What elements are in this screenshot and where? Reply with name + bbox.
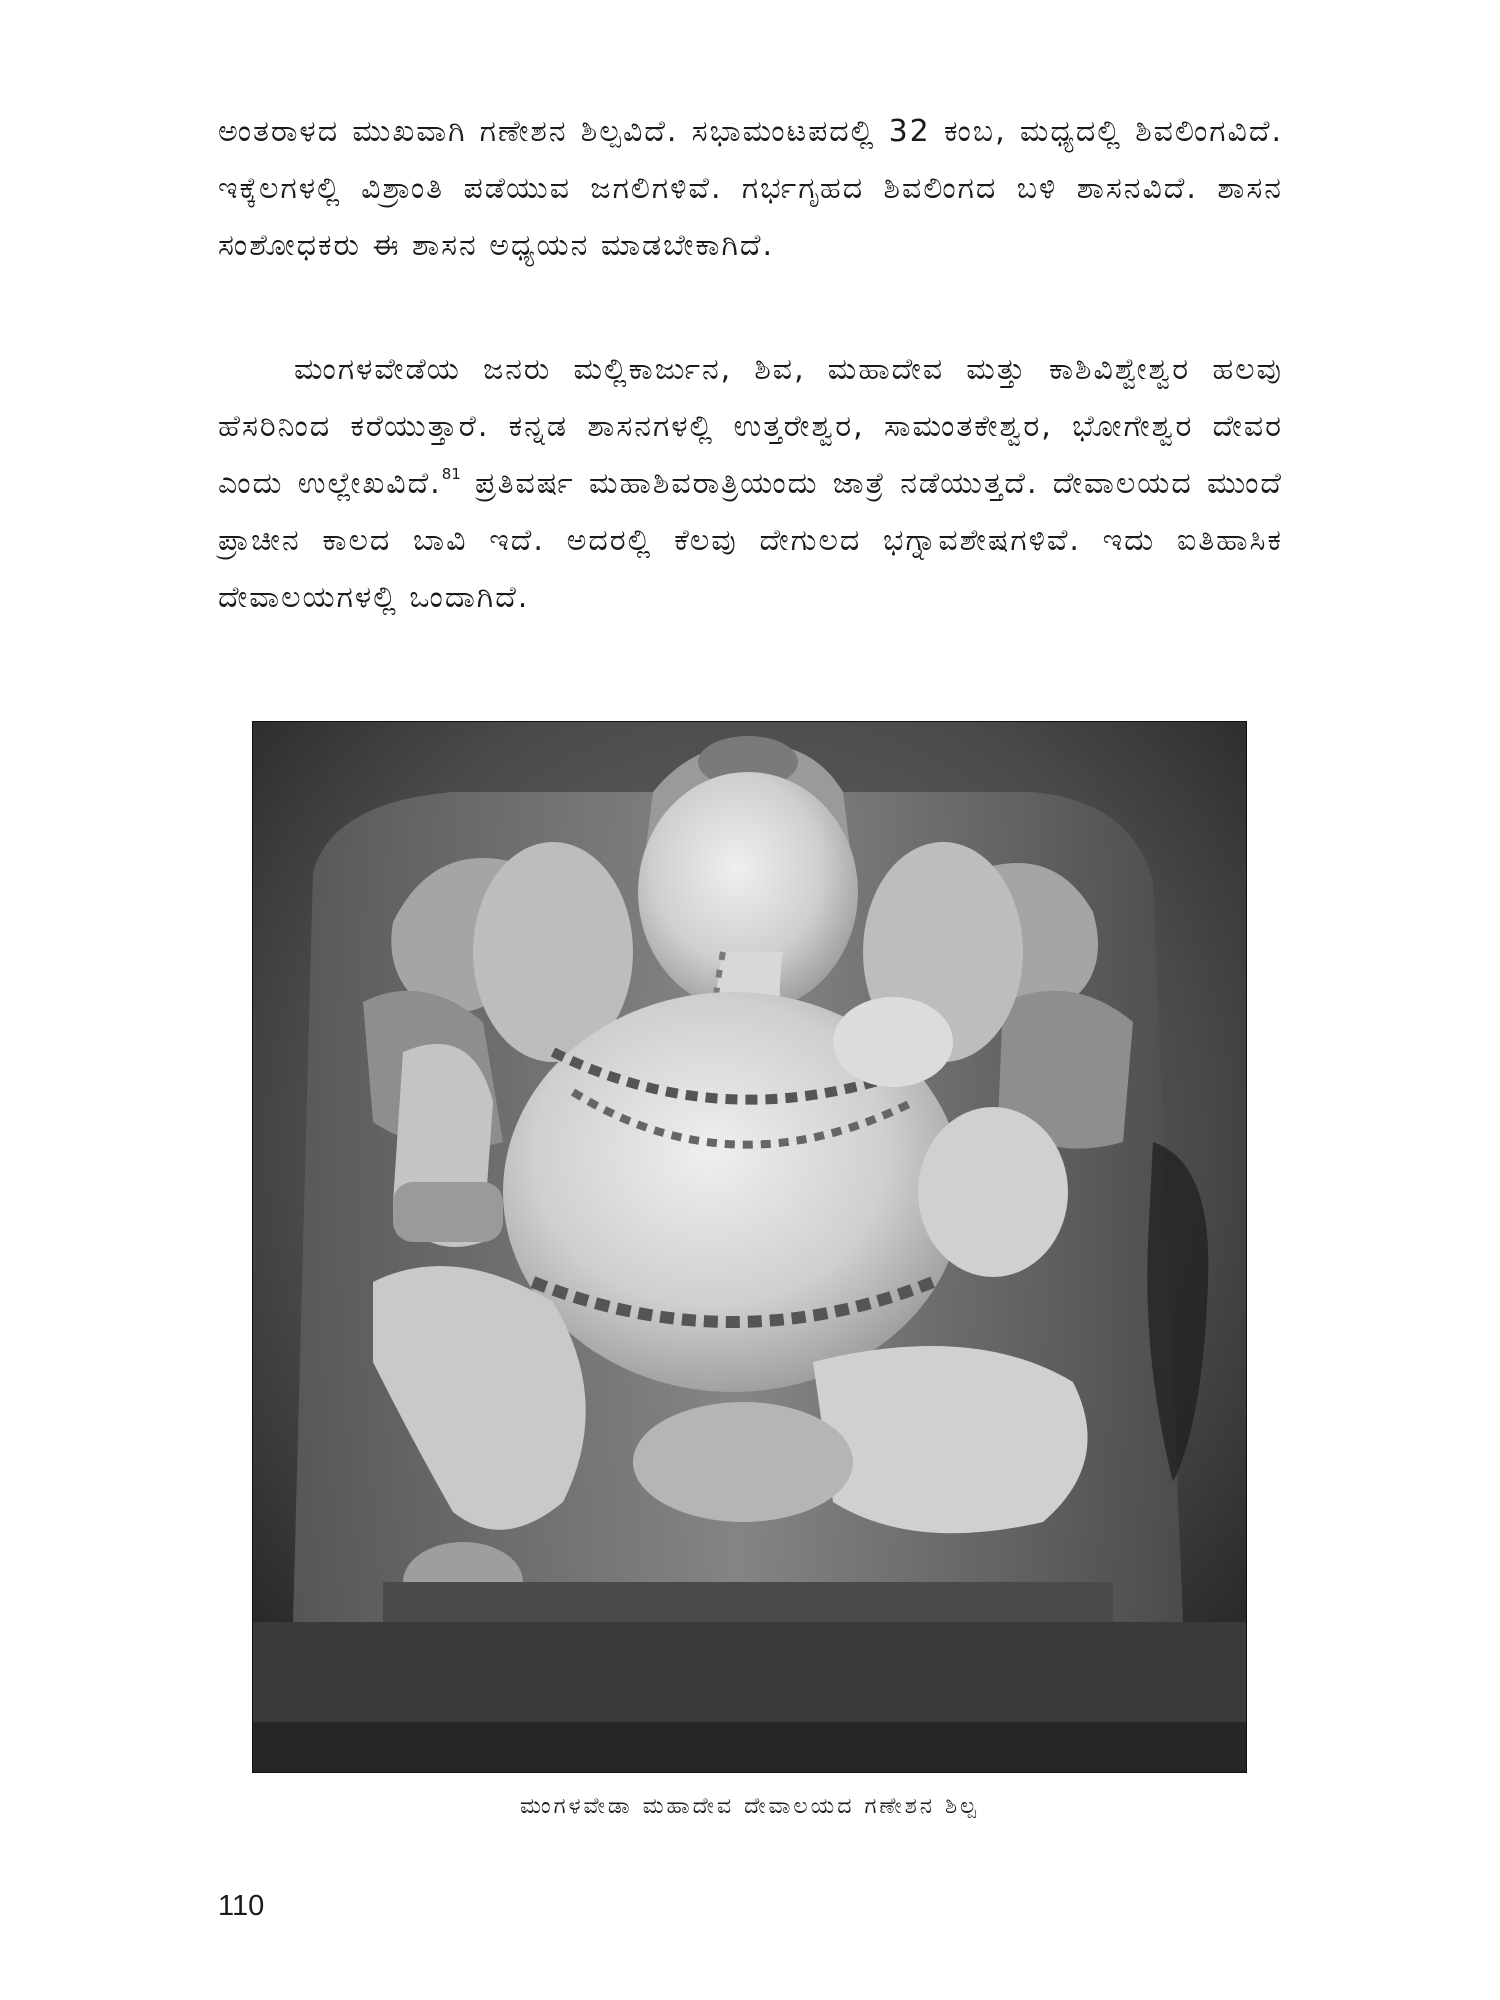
page-number: 110 <box>218 1890 265 1922</box>
paragraph-2-text: ಮಂಗಳವೇಡೆಯ ಜನರು ಮಲ್ಲಿಕಾರ್ಜುನ, ಶಿವ, ಮಹಾದೇವ ಮತ್ತು ಕಾಶಿವಿಶ್ವೇಶ್ವರ ಹಲವು ಹೆಸರಿನಿಂದ ಕರೆಯುತ್ತಾರೆ. ಕನ್ನಡ ಶಾಸನಗಳಲ್ಲಿ ಉತ್ತರೇಶ್ವರ, ಸಾಮಂತಕೇಶ್ವರ, ಭೋಗೇಶ್ವರ ದೇವರ ಎಂದು ಉಲ್ಲೇಖವಿದೆ. <box>218 352 1283 501</box>
ganesha-sculpture-photo <box>252 721 1247 1773</box>
paragraph-2 <box>218 341 1283 626</box>
paragraph-1: ಅಂತರಾಳದ ಮುಖವಾಗಿ ಗಣೇಶನ ಶಿಲ್ಪವಿದೆ. ಸಭಾಮಂಟಪದಲ್ಲಿ 32 ಕಂಬ, ಮಧ್ಯದಲ್ಲಿ ಶಿವಲಿಂಗವಿದೆ. ಇಕ್ಕೆಲಗಳಲ್ಲಿ ವಿಶ್ರಾಂತಿ ಪಡೆಯುವ ಜಗಲಿಗಳಿವೆ. ಗರ್ಭಗೃಹದ ಶಿವಲಿಂಗದ ಬಳಿ ಶಾಸನವಿದೆ. ಶಾಸನ ಸಂಶೋಧಕರು ಈ ಶಾಸನ ಅಧ್ಯಯನ ಮಾಡಬೇಕಾಗಿದೆ. <box>218 114 1283 263</box>
figure-caption: ಮಂಗಳವೇಡಾ ಮಹಾದೇವ ದೇವಾಲಯದ ಗಣೇಶನ ಶಿಲ್ಪ <box>520 1794 979 1819</box>
paragraph-2-continuation: ಪ್ರತಿವರ್ಷ ಮಹಾಶಿವರಾತ್ರಿಯಂದು ಜಾತ್ರೆ ನಡೆಯುತ್ತದೆ. ದೇವಾಲಯದ ಮುಂದೆ ಪ್ರಾಚೀನ ಕಾಲದ ಬಾವಿ ಇದೆ. ಅದರಲ್ಲಿ ಕೆಲವು ದೇಗುಲದ ಭಗ್ನಾವಶೇಷಗಳಿವೆ. ಇದು ಐತಿಹಾಸಿಕ ದೇವಾಲಯಗಳಲ್ಲಿ ಒಂದಾಗಿದೆ. <box>218 466 1283 615</box>
footnote-reference: 81 <box>441 465 461 483</box>
